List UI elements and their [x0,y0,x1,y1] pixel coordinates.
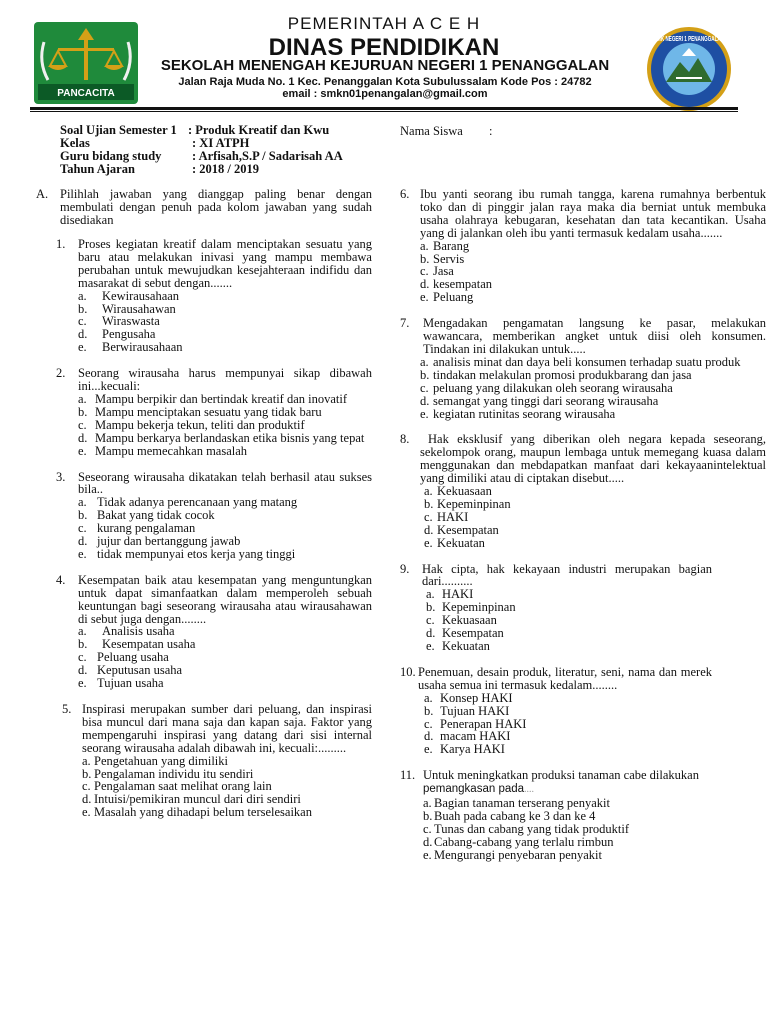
option-e[interactable]: e. Kekuatan [426,639,490,653]
option-a[interactable]: a. Konsep HAKI [424,690,513,705]
option-e[interactable]: e. Mengurangi penyebaran penyakit [423,847,602,862]
question-text: Seseorang wirausaha dikatakan telah berhasil atau sukses bila.. [78,469,372,497]
option-b[interactable]: b. Pengalaman individu itu sendiri [82,766,254,781]
logo-left-caption: PANCACITA [57,88,115,99]
option-d[interactable]: d. semangat yang tinggi dari seorang wirausaha [420,393,659,408]
option-c[interactable]: c. HAKI [424,509,469,524]
left-column [36,188,372,819]
right-column [400,188,766,862]
question-6 [400,188,766,304]
question-number: 8. [400,432,410,447]
option-e[interactable]: e. Mampu memecahkan masalah [78,443,248,458]
question-text: Hak cipta, hak kekayaan industri merupakan bagian dari.......... [422,561,712,589]
info-label-year: Tahun Ajaran [60,162,135,176]
question-3 [36,471,372,561]
question-number: 11. [400,768,416,783]
option-d[interactable]: d. Pengusaha [78,327,156,342]
option-a[interactable]: a. Kewirausahaan [78,288,180,303]
question-4 [36,574,372,690]
question-11 [400,769,766,861]
option-b[interactable]: b. Kepeminpinan [426,600,516,615]
question-number: 1. [56,237,66,251]
info-label-subject: Soal Ujian Semester 1 [60,123,177,137]
option-e[interactable]: e. Tujuan usaha [78,676,164,691]
option-c[interactable]: c. Pengalaman saat melihat orang lain [82,779,272,794]
option-b[interactable]: b. Buah pada cabang ke 3 dan ke 4 [423,808,596,823]
option-b[interactable]: b. Wirausahawan [78,301,176,316]
info-value-class: : XI ATPH [192,136,250,150]
question-number: 9. [400,561,410,576]
option-b[interactable]: b. Bakat yang tidak cocok [78,508,215,523]
option-b[interactable]: b. Kesempatan usaha [78,637,196,652]
option-e[interactable]: e. Peluang [420,290,474,305]
option-c[interactable]: c. Peluang usaha [78,650,169,665]
option-e[interactable]: e. Karya HAKI [424,742,505,757]
option-c[interactable]: c. Kekuasaan [426,613,497,628]
option-a[interactable]: a. Pengetahuan yang dimiliki [82,753,229,768]
option-e[interactable]: e. Masalah yang dihadapi belum terselesaikan [82,805,312,820]
school-email: email : smkn01penangalan@gmail.com [282,88,488,100]
option-c[interactable]: c. Jasa [420,264,454,279]
option-e[interactable]: e. Kekuatan [424,535,485,550]
instruction-marker: A. [36,187,49,201]
option-a[interactable]: a. Analisis usaha [78,624,175,639]
option-b[interactable]: b. tindakan melakulan promosi produkbarang dan jasa [420,367,692,382]
option-d[interactable]: d. Cabang-cabang yang terlalu rimbun [423,834,614,849]
aceh-emblem-logo [34,22,138,104]
option-a[interactable]: a. Bagian tanaman terserang penyakit [423,796,610,811]
school-name: SEKOLAH MENENGAH KEJURUAN NEGERI 1 PENANGGALAN [160,57,610,74]
header-rule-thin [30,111,738,112]
option-c[interactable]: c. peluang yang dilakukan oleh seorang wirausaha [420,380,673,395]
question-number: 5. [62,702,72,716]
option-d[interactable]: d. Kesempatan [426,626,504,641]
option-d[interactable]: d. Kesempatan [424,522,499,537]
option-e[interactable]: e. kegiatan rutinitas seorang wirausaha [420,406,616,421]
option-d[interactable]: d. jujur dan bertanggung jawab [78,534,241,549]
question-2 [36,367,372,457]
question-number: 3. [56,469,66,484]
logo-right-caption: SMK NEGERI 1 PENANGGALAN [654,36,724,43]
option-c[interactable]: c. Wiraswasta [78,314,160,329]
question-text: Penemuan, desain produk, literatur, seni, nama dan merek usaha semua ini termasuk kedalam........ [418,664,712,692]
option-b[interactable]: b. Servis [420,251,465,266]
question-text: Mengadakan pengamatan langsung ke pasar, melakukan wawancara, memberikan angket untuk diisi oleh konsumen. Tindakan ini dilakukan untuk..... [423,316,766,356]
option-e[interactable]: e. tidak mempunyai etos kerja yang tinggi [78,546,296,561]
instruction-text: Pilihlah jawaban yang dianggap paling benar dengan membulati dengan penuh pada kolom jawaban yang sudah disediakan [60,187,372,227]
school-seal-logo [646,26,732,112]
question-10 [400,666,766,756]
question-text: Ibu yanti seorang ibu rumah tangga, karena rumahnya berbentuk toko dan di pinggir jalan raya maka dia berniat untuk membuka usaha olahraya kebugaran, kesehatan dan tata kecantikan. Usaha yang di jalankan oleh ibu yanti termasuk kedalam usaha....... [420,187,766,240]
question-text: Inspirasi merupakan sumber dari peluang, dan inspirasi bisa muncul dari mana saja dan kapan saja. Faktor yang mempengaruhi inspirasi yang datang dari sisi internal seorang wirausaha adalah dibawah ini, kecuali:......... [82,702,372,755]
option-c[interactable]: c. Tunas dan cabang yang tidak produktif [423,821,629,836]
question-text: Proses kegiatan kreatif dalam menciptakan sesuatu yang baru atau melakukan inivasi yang mampu membawa perubahan untuk mewujudkan kesejahteraan indifidu dan masarakat di sebut dengan....... [78,237,372,290]
info-value-year: : 2018 / 2019 [192,162,260,176]
option-d[interactable]: d. Intuisi/pemikiran muncul dari diri sendiri [82,792,301,807]
student-name-label: Nama Siswa [400,124,463,138]
info-value-subject: : Produk Kreatif dan Kwu [188,123,330,137]
info-label-teacher: Guru bidang study [60,149,162,163]
option-d[interactable]: d. Mampu berkarya berlandaskan etika bisnis yang tepat [78,430,365,445]
option-c[interactable]: c. kurang pengalaman [78,521,196,536]
question-text: Hak eksklusif yang diberikan oleh negara kepada seseorang, sekelompok orang, maupun lembaga untuk memegang kuasa dalam menggunakan dan mebdapatkan manfaat dari kekayaanintelektual yang dimiliki atau di ciptakan disebut..... [420,432,766,486]
info-label-class: Kelas [60,136,90,150]
option-b[interactable]: b. Kepeminpinan [424,496,511,511]
option-b[interactable]: b. Tujuan HAKI [424,703,510,718]
option-a[interactable]: a. Kekuasaan [424,484,492,499]
question-8 [400,433,766,549]
question-text: Untuk meningkatkan produksi tanaman cabe dilakukan [423,768,699,783]
option-d[interactable]: d. macam HAKI [424,729,511,744]
department-title: DINAS PENDIDIKAN [268,34,500,61]
exam-info [60,124,390,180]
option-a[interactable]: a. analisis minat dan daya beli konsumen terhadap suatu produk [420,354,741,369]
option-c[interactable]: c. Mampu bekerja tekun, teliti dan produktif [78,417,305,432]
option-a[interactable]: a. Mampu berpikir dan bertindak kreatif dan inovatif [78,391,348,406]
option-b[interactable]: b. Mampu menciptakan sesuatu yang tidak baru [78,404,322,419]
option-a[interactable]: a. Tidak adanya perencanaan yang matang [78,495,298,510]
question-text: Kesempatan baik atau kesempatan yang menguntungkan untuk dapat simanfaatkan dalam memperoleh sebuah keuntungan bagi seseorang wirausaha atau wirausahawan di sebut juga dengan........ [78,572,372,626]
question-number: 7. [400,316,410,331]
question-1 [36,238,372,354]
header-rule-thick [30,107,738,110]
option-a[interactable]: a. HAKI [426,587,474,602]
student-name-field[interactable] [400,124,493,139]
option-d[interactable]: d. Keputusan usaha [78,663,183,678]
instruction [36,188,372,228]
student-name-colon: : [489,124,493,138]
question-number: 4. [56,572,66,587]
school-address: Jalan Raja Muda No. 1 Kec. Penanggalan Kota Subulussalam Kode Pos : 24782 [178,76,592,88]
info-value-teacher: : Arfisah,S.P / Sadarisah AA [192,149,343,163]
question-5 [36,703,372,819]
option-e[interactable]: e. Berwirausahaan [78,340,183,355]
question-number: 6. [400,187,410,201]
option-c[interactable]: c. Penerapan HAKI [424,716,527,731]
question-text-continued: pemangkasan pada.... [423,783,535,796]
question-text: Seorang wirausaha harus mempunyai sikap dibawah ini...kecuali: [78,366,372,394]
question-number: 10. [400,664,416,679]
government-title: PEMERINTAH A C E H [287,14,481,33]
question-7 [400,317,766,420]
option-d[interactable]: d. kesempatan [420,277,493,292]
option-a[interactable]: a. Barang [420,238,470,253]
question-9 [400,563,766,653]
question-number: 2. [56,366,66,381]
